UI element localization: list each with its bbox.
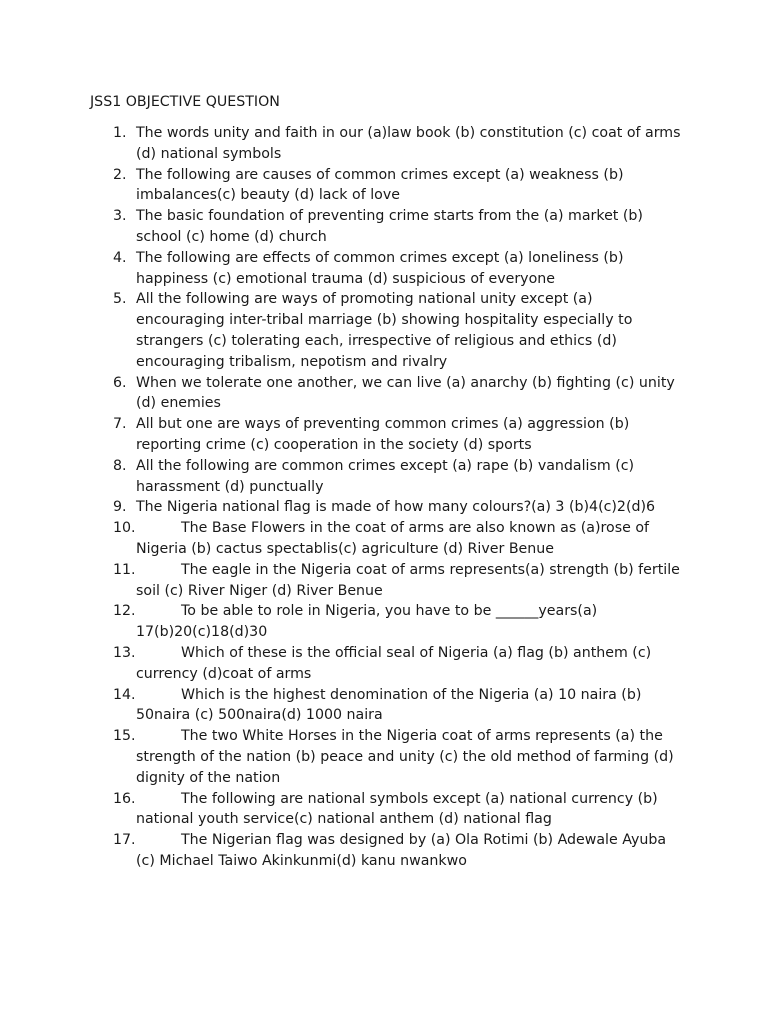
question-text: All but one are ways of preventing common crimes (a) aggression (b) reporting crime (c) cooperation in the society (d) sports bbox=[136, 416, 630, 453]
question-number: 9. bbox=[113, 499, 127, 516]
question-text: When we tolerate one another, we can live (a) anarchy (b) fighting (c) unity (d) enemies bbox=[136, 374, 675, 412]
question-item bbox=[0, 373, 768, 415]
question-list bbox=[0, 123, 768, 872]
question-number: 1. bbox=[113, 125, 127, 141]
question-number: 7. bbox=[113, 416, 127, 433]
question-text: Which of these is the official seal of Nigeria (a) flag (b) anthem (c) currency (d)coat of arms bbox=[136, 644, 652, 682]
question-item bbox=[0, 726, 768, 788]
question-text: To be able to role in Nigeria, you have to be ______years(a) 17(b)20(c)18(d)30 bbox=[136, 603, 598, 641]
question-text: All the following are common crimes except (a) rape (b) vandalism (c) harassment (d) punctually bbox=[136, 457, 635, 495]
question-number: 6. bbox=[113, 374, 127, 391]
question-number: 13. bbox=[113, 644, 136, 661]
question-item bbox=[0, 601, 768, 643]
question-number: 10. bbox=[113, 520, 136, 537]
question-text: All the following are ways of promoting national unity except (a) encouraging inter-tribal marriage (b) showing hospitality especially to strangers (c) tolerating each, irrespective of religious and ethics (d) encouraging tribalism, nepotism and rivalry bbox=[136, 291, 633, 370]
question-number: 4. bbox=[113, 249, 127, 266]
question-text: The Nigeria national flag is made of how many colours?(a) 3 (b)4(c)2(d)6 bbox=[136, 499, 656, 516]
question-text: Which is the highest denomination of the Nigeria (a) 10 naira (b) 50naira (c) 500naira(d) 1000 naira bbox=[136, 686, 642, 724]
question-text: The two White Horses in the Nigeria coat of arms represents (a) the strength of the nation (b) peace and unity (c) the old method of farming (d) dignity of the nation bbox=[136, 728, 674, 786]
question-text: The eagle in the Nigeria coat of arms represents(a) strength (b) fertile soil (c) River Niger (d) River Benue bbox=[136, 561, 680, 599]
question-number: 8. bbox=[113, 457, 127, 474]
question-number: 15. bbox=[113, 728, 136, 745]
question-text: The following are causes of common crimes except (a) weakness (b) imbalances(c) beauty (d) lack of love bbox=[136, 166, 624, 204]
question-number: 14. bbox=[113, 686, 136, 703]
question-item bbox=[0, 456, 768, 498]
question-text: The Base Flowers in the coat of arms are also known as (a)rose of Nigeria (b) cactus spectablis(c) agriculture (d) River Benue bbox=[136, 520, 649, 557]
question-text: The Nigerian flag was designed by (a) Ola Rotimi (b) Adewale Ayuba (c) Michael Taiwo Akinkunmi(d) kanu nwankwo bbox=[136, 832, 667, 869]
question-text: The basic foundation of preventing crime starts from the (a) market (b) school (c) home (d) church bbox=[136, 208, 643, 245]
question-number: 17. bbox=[113, 832, 136, 849]
question-number: 16. bbox=[113, 790, 136, 807]
question-number: 11. bbox=[113, 561, 136, 578]
question-item bbox=[0, 789, 768, 831]
question-item bbox=[0, 643, 768, 685]
question-item bbox=[0, 206, 768, 248]
question-number: 3. bbox=[113, 208, 127, 225]
question-text: The words unity and faith in our (a)law book (b) constitution (c) coat of arms (d) national symbols bbox=[136, 125, 681, 162]
document-title: JSS1 OBJECTIVE QUESTION bbox=[90, 94, 280, 110]
question-item bbox=[0, 165, 768, 207]
question-item bbox=[0, 518, 768, 560]
question-text: The following are effects of common crimes except (a) loneliness (b) happiness (c) emotional trauma (d) suspicious of everyone bbox=[136, 249, 624, 287]
question-item bbox=[0, 685, 768, 727]
question-item bbox=[0, 560, 768, 602]
question-item bbox=[0, 248, 768, 290]
question-number: 5. bbox=[113, 291, 127, 308]
question-item bbox=[0, 123, 768, 165]
question-number: 2. bbox=[113, 166, 127, 183]
question-text: The following are national symbols except (a) national currency (b) national youth service(c) national anthem (d) national flag bbox=[136, 790, 658, 828]
question-number: 12. bbox=[113, 603, 136, 620]
question-item bbox=[0, 414, 768, 456]
question-item bbox=[0, 289, 768, 372]
question-item bbox=[0, 830, 768, 872]
question-item bbox=[0, 497, 768, 518]
